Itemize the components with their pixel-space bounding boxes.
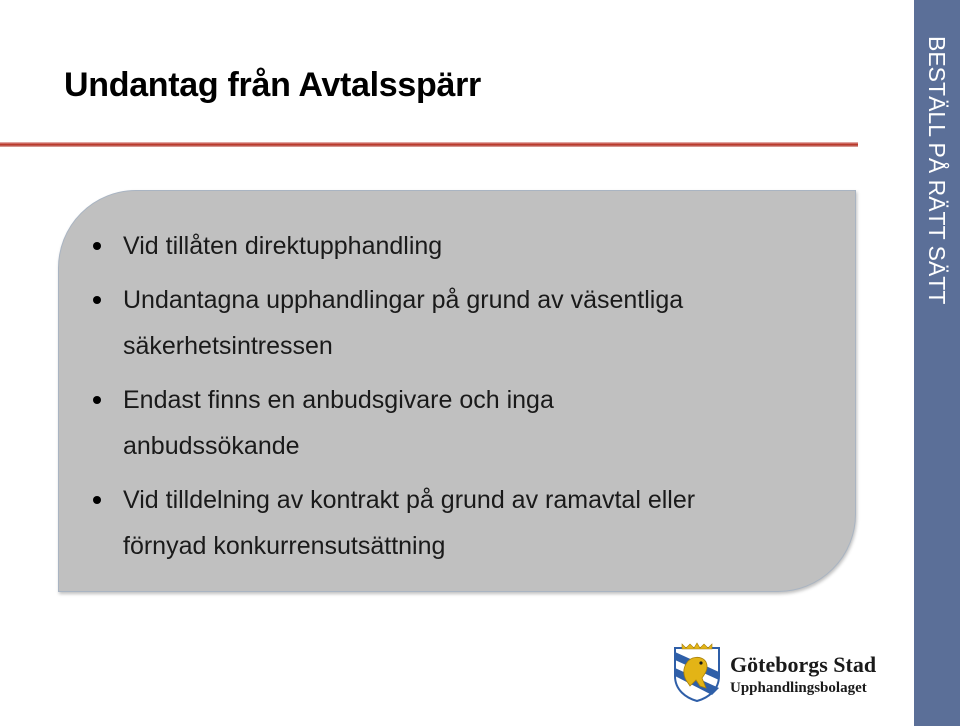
bullet-item: [59, 377, 819, 469]
bullet-text: Undantagna upphandlingar på grund av väsentliga: [123, 286, 684, 314]
bullet-dot-icon: [93, 496, 101, 504]
bullet-item: [59, 223, 819, 269]
side-banner-text-svg: [914, 0, 960, 726]
logo-subtitle: Upphandlingsbolaget: [730, 680, 867, 696]
bullet-list: [59, 223, 819, 577]
title-divider: [0, 142, 858, 147]
logo-name: Göteborgs Stad: [730, 652, 877, 677]
bullet-text: Vid tillåten direktupphandling: [123, 232, 443, 260]
bullet-item: [59, 477, 819, 569]
city-coat-of-arms-icon: [672, 642, 722, 702]
bullet-text-continued: anbudssökande: [123, 432, 300, 460]
slide-title: Undantag från Avtalsspärr: [64, 66, 481, 104]
side-banner: [914, 0, 960, 726]
bullet-dot-icon: [93, 296, 101, 304]
side-banner-text: BESTÄLL PÅ RÄTT SÄTT: [924, 36, 950, 305]
bullet-text-continued: förnyad konkurrensutsättning: [123, 532, 446, 560]
bullet-dot-icon: [93, 396, 101, 404]
bullet-dot-icon: [93, 242, 101, 250]
bullet-text: Endast finns en anbudsgivare och inga: [123, 386, 554, 414]
bullet-text: Vid tilldelning av kontrakt på grund av ramavtal eller: [123, 486, 696, 514]
content-panel: [58, 190, 856, 592]
company-logo: [672, 642, 902, 702]
bullet-item: [59, 277, 819, 369]
bullet-text-continued: säkerhetsintressen: [123, 332, 333, 360]
